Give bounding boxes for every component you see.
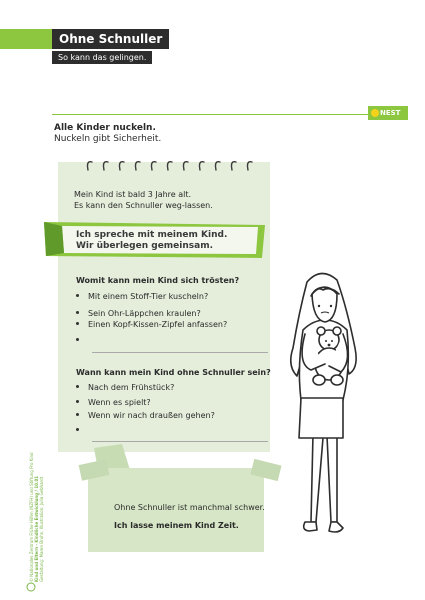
note-paragraph — [74, 189, 264, 211]
list-item-text: Nach dem Frühstück? — [88, 383, 175, 392]
nest-logo-text: NEST — [380, 109, 401, 117]
list-item-text: Einen Kopf-Kissen-Zipfel anfassen? — [88, 320, 228, 329]
nest-logo-icon — [371, 109, 379, 117]
side-credit-line-1: © Nationales Zentrum Frühe Hilfen (NZFH) und Stiftung Pro Kind — [29, 452, 34, 582]
list-item-blank — [76, 336, 88, 345]
bullet-icon — [76, 294, 79, 297]
side-credit — [29, 406, 44, 582]
bullet-icon — [76, 322, 79, 325]
question-2: Wann kann mein Kind ohne Schnuller sein? — [76, 368, 271, 377]
bullet-icon — [76, 385, 79, 388]
answer-line[interactable] — [92, 441, 268, 442]
banner-line-2: Wir überlegen gemeinsam. — [76, 241, 213, 251]
page-subtitle: So kann das gelingen. — [52, 51, 152, 64]
list-item-blank — [76, 426, 88, 435]
list-item-text: Mit einem Stoff-Tier kuscheln? — [88, 292, 209, 301]
page-title: Ohne Schnuller — [52, 29, 169, 49]
girl-with-teddy-illustration — [285, 268, 367, 546]
bullet-icon — [76, 413, 79, 416]
intro-heading: Alle Kinder nuckeln. — [54, 123, 156, 133]
list-item-text: Wenn wir nach draußen gehen? — [88, 411, 215, 420]
banner-line-1: Ich spreche mit meinem Kind. — [76, 230, 228, 240]
bullet-icon — [76, 338, 79, 341]
list-item — [76, 292, 208, 301]
bullet-icon — [76, 400, 79, 403]
intro-text: Nuckeln gibt Sicherheit. — [54, 134, 162, 144]
side-credit-line-2: Kind und Eltern · Kindliche Entwicklung / 10.01 — [34, 475, 39, 582]
notepad-rings-icon — [84, 158, 264, 172]
divider-rule — [52, 114, 368, 115]
question-1: Womit kann mein Kind sich trösten? — [76, 276, 240, 285]
list-item — [76, 309, 201, 318]
highlight-banner — [40, 220, 265, 260]
answer-line[interactable] — [92, 352, 268, 353]
note-paragraph-line-2: Es kann den Schnuller weg-lassen. — [74, 201, 213, 210]
list-item-text: Sein Ohr-Läppchen kraulen? — [88, 309, 201, 318]
list-item — [76, 411, 215, 420]
list-item-text: Wenn es spielt? — [88, 398, 151, 407]
bullet-icon — [76, 311, 79, 314]
list-item — [76, 398, 151, 407]
list-item — [76, 383, 174, 392]
note-paragraph-line-1: Mein Kind ist bald 3 Jahre alt. — [74, 190, 192, 199]
side-credit-line-3: Gestaltung: Maren Bruhn, Illustration: Julia Gebhardt — [39, 476, 44, 582]
banner-text — [76, 230, 227, 252]
list-item — [76, 320, 227, 329]
publisher-logo-icon — [26, 582, 36, 592]
bottom-note-line-1: Ohne Schnuller ist manchmal schwer. — [114, 503, 265, 512]
nest-logo — [368, 106, 408, 120]
bullet-icon — [76, 428, 79, 431]
bottom-note-line-2: Ich lasse meinem Kind Zeit. — [114, 521, 239, 530]
